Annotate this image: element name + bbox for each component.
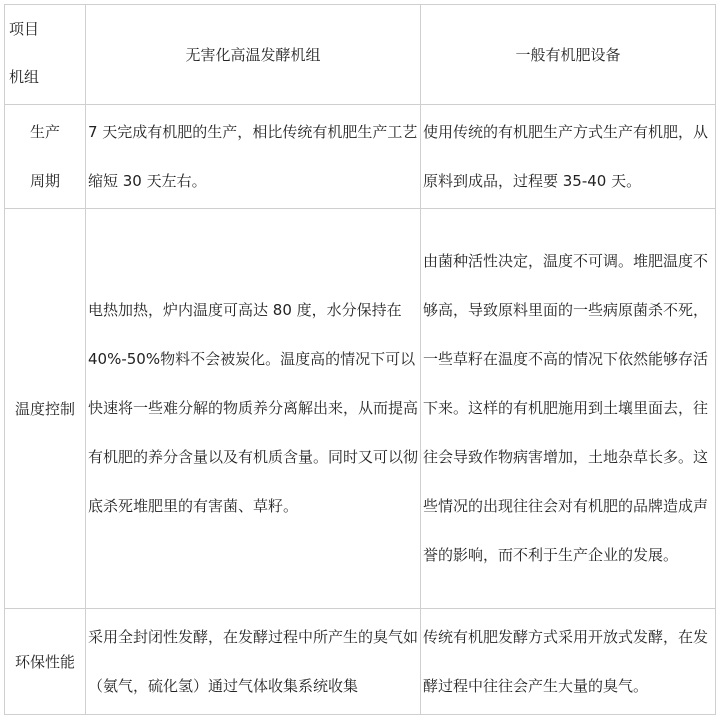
corner-label-unit: 机组 xyxy=(9,68,40,86)
header-corner-cell xyxy=(5,5,86,105)
cell-temperature-general: 由菌种活性决定，温度不可调。堆肥温度不够高，导致原料里面的一些病原菌杀不死，一些草籽在温度不高的情况下依然能够存活下来。这样的有机肥施用到土壤里面去，往往会导致作物病害增加，土地杂草长多。这些情况的出现往往会对有机肥的品牌造成声誉的影响，而不利于生产企业的发展。 xyxy=(421,209,716,609)
cell-environment-high-temp: 采用全封闭性发酵，在发酵过程中所产生的臭气如（氨气，硫化氢）通过气体收集系统收集 xyxy=(86,609,421,715)
row-label-cycle xyxy=(5,105,86,209)
comparison-table xyxy=(4,4,716,715)
table-row xyxy=(5,105,716,209)
row-label-line: 生产 xyxy=(29,122,60,141)
cell-temperature-high-temp: 电热加热，炉内温度可高达 80 度，水分保持在 40%-50%物料不会被炭化。温度高的情况下可以快速将一些难分解的物质养分离解出来，从而提高有机肥的养分含量以及有机质含量。同时又可以彻底杀死堆肥里的有害菌、草籽。 xyxy=(86,209,421,609)
row-label-environment: 环保性能 xyxy=(5,609,86,715)
table-row xyxy=(5,609,716,715)
row-label-temperature: 温度控制 xyxy=(5,209,86,609)
header-row xyxy=(5,5,716,105)
header-col-high-temp: 无害化高温发酵机组 xyxy=(86,5,421,105)
header-col-general: 一般有机肥设备 xyxy=(421,5,716,105)
cell-cycle-general: 使用传统的有机肥生产方式生产有机肥，从原料到成品，过程要 35-40 天。 xyxy=(421,105,716,209)
table-row xyxy=(5,209,716,609)
cell-cycle-high-temp: 7 天完成有机肥的生产，相比传统有机肥生产工艺缩短 30 天左右。 xyxy=(86,105,421,209)
cell-environment-general: 传统有机肥发酵方式采用开放式发酵，在发酵过程中往往会产生大量的臭气。 xyxy=(421,609,716,715)
corner-label-item: 项目 xyxy=(9,20,40,38)
row-label-line: 周期 xyxy=(29,171,60,190)
